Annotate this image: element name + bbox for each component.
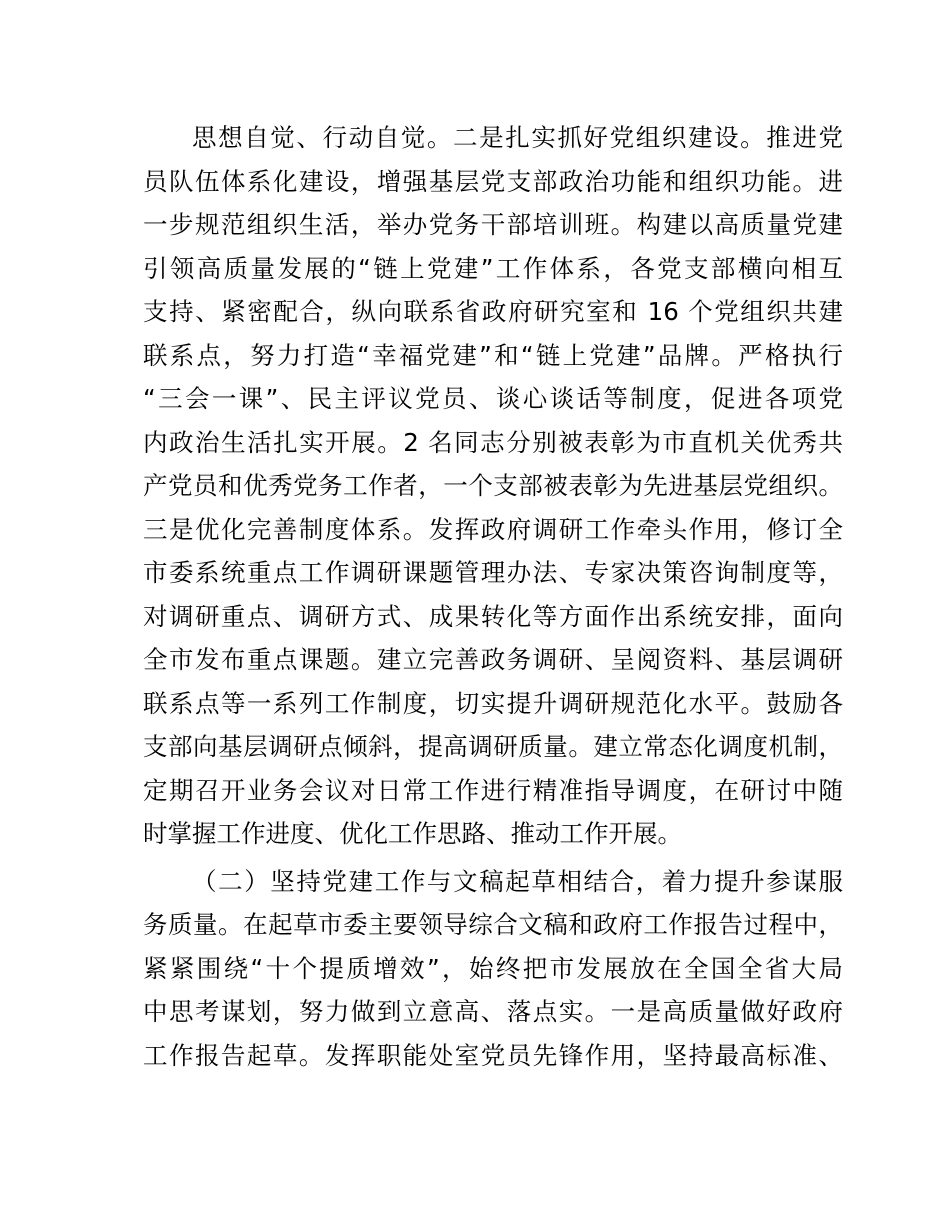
- text-line: 定期召开业务会议对日常工作进行精准指导调度，在研讨中随: [143, 775, 843, 805]
- text-line: 紧紧围绕“十个提质增效”，始终把市发展放在全国全省大局: [143, 953, 843, 983]
- text-line: 全市发布重点课题。建立完善政务调研、呈阅资料、基层调研: [143, 645, 843, 674]
- text-line: 产党员和优秀党务工作者，一个支部被表彰为先进基层党组织。: [143, 471, 843, 500]
- text-line: 工作报告起草。发挥职能处室党员先锋作用，坚持最高标准、: [143, 1040, 843, 1070]
- text-line: “三会一课”、民主评议党员、谈心谈话等制度，促进各项党: [143, 384, 843, 413]
- text-line: 联系点等一系列工作制度，切实提升调研规范化水平。鼓励各: [143, 688, 843, 718]
- text-line: 引领高质量发展的“链上党建”工作体系，各党支部横向相互: [143, 253, 843, 283]
- text-line: 支持、紧密配合，纵向联系省政府研究室和 16 个党组织共建: [143, 297, 843, 326]
- text-line: 员队伍体系化建设，增强基层党支部政治功能和组织功能。进: [143, 166, 843, 196]
- text-line: 三是优化完善制度体系。发挥政府调研工作牵头作用，修订全: [143, 514, 843, 544]
- text-line: 思想自觉、行动自觉。二是扎实抓好党组织建设。推进党: [192, 123, 843, 152]
- text-line: 支部向基层调研点倾斜，提高调研质量。建立常态化调度机制，: [143, 732, 843, 761]
- text-line: 务质量。在起草市委主要领导综合文稿和政府工作报告过程中，: [143, 910, 843, 939]
- paragraph-party-building: [143, 116, 843, 856]
- text-line: 中思考谋划，努力做到立意高、落点实。一是高质量做好政府: [143, 997, 843, 1026]
- text-line: 联系点，努力打造“幸福党建”和“链上党建”品牌。严格执行: [143, 340, 843, 370]
- text-line: 市委系统重点工作调研课题管理办法、专家决策咨询制度等，: [143, 558, 843, 587]
- text-line: 时掌握工作进度、优化工作思路、推动工作开展。: [143, 819, 682, 848]
- body-text: [143, 116, 843, 1077]
- text-line: （二）坚持党建工作与文稿起草相结合，着力提升参谋服: [192, 866, 843, 896]
- text-line: 一步规范组织生活，举办党务干部培训班。构建以高质量党建: [143, 210, 843, 239]
- text-line: 对调研重点、调研方式、成果转化等方面作出系统安排，面向: [143, 601, 843, 631]
- text-line: 内政治生活扎实开展。2 名同志分别被表彰为市直机关优秀共: [143, 427, 843, 457]
- paragraph-drafting: [143, 860, 843, 1078]
